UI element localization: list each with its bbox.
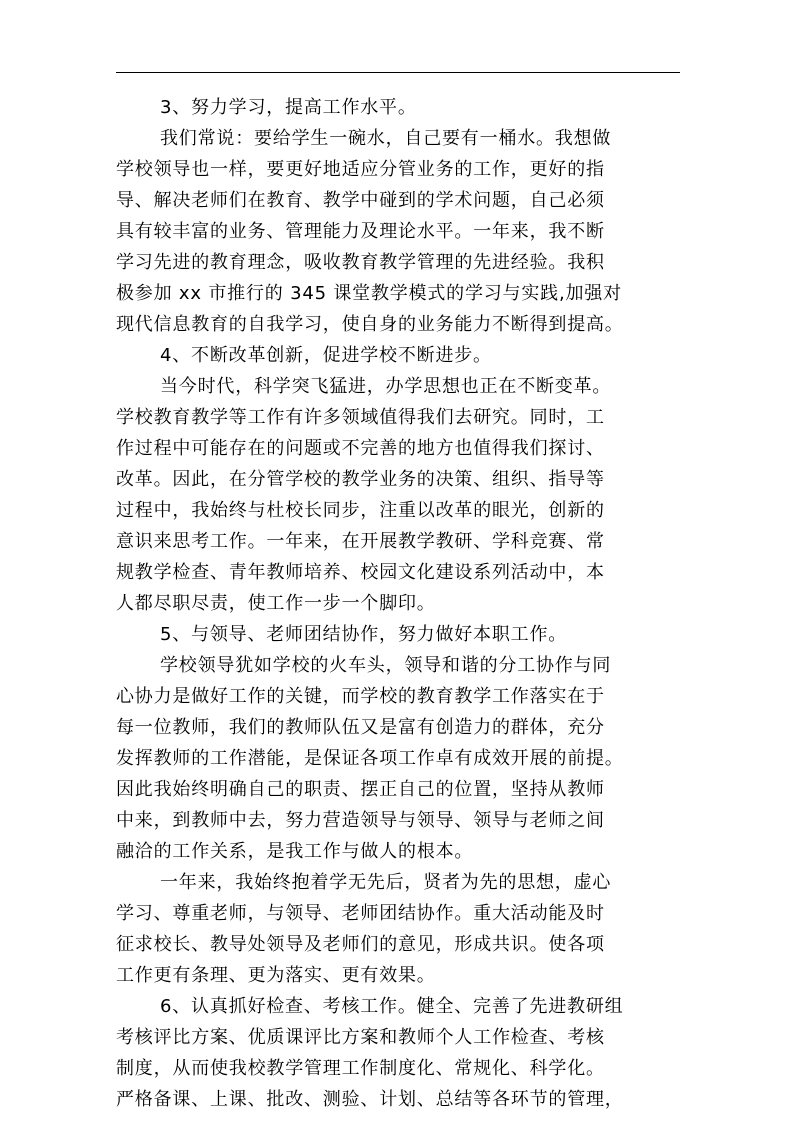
text-line: 学校教育教学等工作有许多领域值得我们去研究。同时，工 [116, 407, 605, 428]
text-line: 4、不断改革创新，促进学校不断进步。 [160, 345, 492, 366]
text-line: 导、解决老师们在教育、教学中碰到的学术问题，自己必须 [116, 190, 605, 211]
header-rule [116, 72, 680, 73]
document-body [116, 92, 681, 1115]
text-line: 融洽的工作关系，是我工作与做人的根本。 [116, 841, 474, 862]
text-line: 作过程中可能存在的问题或不完善的地方也值得我们探讨、 [116, 438, 605, 459]
text-line: 学习先进的教育理念，吸收教育教学管理的先进经验。我积 [116, 252, 605, 273]
text-line: 3、努力学习，提高工作水平。 [160, 97, 417, 118]
text-line: 5、与领导、老师团结协作，努力做好本职工作。 [160, 624, 568, 645]
text-line: 规教学检查、青年教师培养、校园文化建设系列活动中，本 [116, 562, 605, 583]
text-line: 一年来，我始终抱着学无先后，贤者为先的思想，虚心 [160, 872, 612, 893]
text-line: 发挥教师的工作潜能，是保证各项工作卓有成效开展的前提。 [116, 748, 624, 769]
text-line: 因此我始终明确自己的职责、摆正自己的位置，坚持从教师 [116, 779, 605, 800]
text-line: 意识来思考工作。一年来，在开展教学教研、学科竞赛、常 [116, 531, 605, 552]
text-line: 中来，到教师中去，努力营造领导与领导、领导与老师之间 [116, 810, 605, 831]
text-line: 6、认真抓好检查、考核工作。健全、完善了先进教研组 [160, 996, 624, 1017]
text-line: 当今时代，科学突飞猛进，办学思想也正在不断变革。 [160, 376, 612, 397]
text-line: 人都尽职尽责，使工作一步一个脚印。 [116, 593, 436, 614]
text-line: 工作更有条理、更为落实、更有效果。 [116, 965, 436, 986]
text-line: 过程中，我始终与杜校长同步，注重以改革的眼光，创新的 [116, 500, 605, 521]
text-line: 心协力是做好工作的关键，而学校的教育教学工作落实在于 [116, 686, 605, 707]
text-line: 每一位教师，我们的教师队伍又是富有创造力的群体，充分 [116, 717, 605, 738]
text-line: 具有较丰富的业务、管理能力及理论水平。一年来，我不断 [116, 221, 605, 242]
text-line: 改革。因此，在分管学校的教学业务的决策、组织、指导等 [116, 469, 605, 490]
text-line: 现代信息教育的自我学习，使自身的业务能力不断得到提高。 [116, 314, 624, 335]
text-line: 严格备课、上课、批改、测验、计划、总结等各环节的管理， [116, 1089, 624, 1110]
text-line: 考核评比方案、优质课评比方案和教师个人工作检查、考核 [116, 1027, 605, 1048]
text-line: 极参加 xx 市推行的 345 课堂教学模式的学习与实践,加强对 [116, 283, 622, 304]
text-line: 学习、尊重老师，与领导、老师团结协作。重大活动能及时 [116, 903, 605, 924]
text-line: 我们常说：要给学生一碗水，自己要有一桶水。我想做 [160, 128, 612, 149]
text-line: 学校领导也一样，要更好地适应分管业务的工作，更好的指 [116, 159, 605, 180]
text-line: 学校领导犹如学校的火车头，领导和谐的分工协作与同 [160, 655, 612, 676]
text-line: 制度，从而使我校教学管理工作制度化、常规化、科学化。 [116, 1058, 605, 1079]
text-line: 征求校长、教导处领导及老师们的意见，形成共识。使各项 [116, 934, 605, 955]
